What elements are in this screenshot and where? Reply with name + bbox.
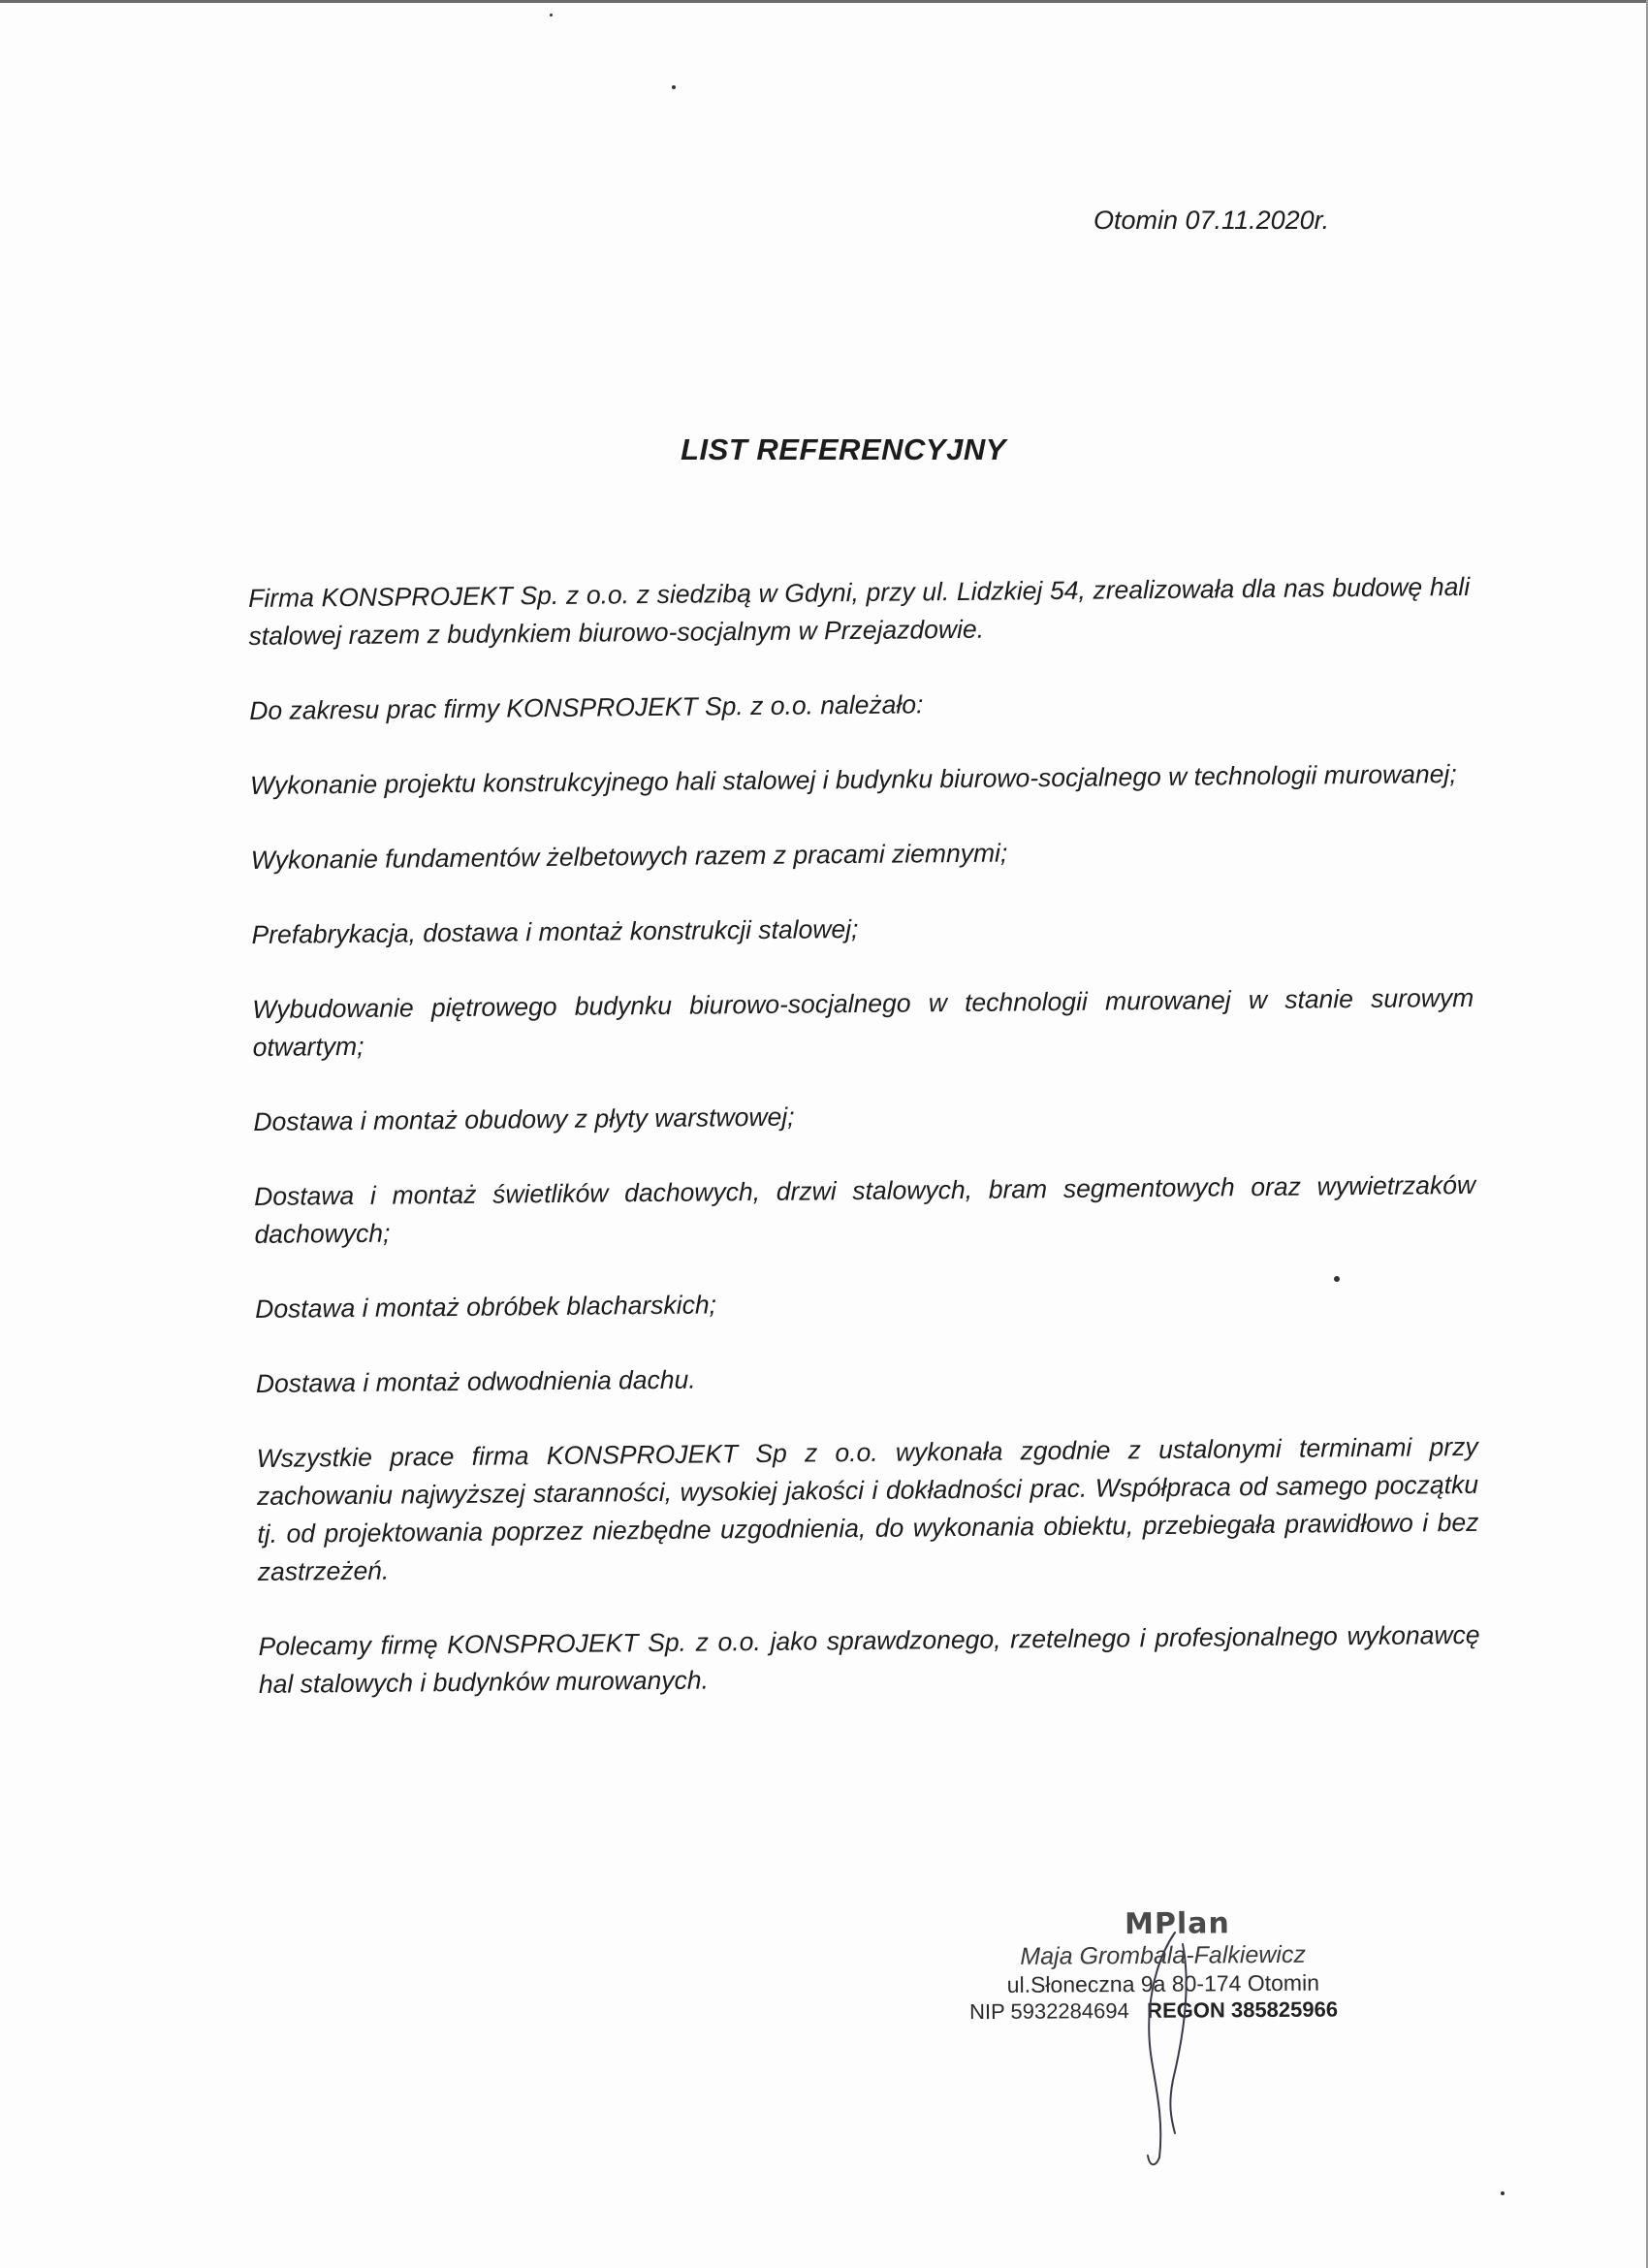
scan-speck — [550, 14, 553, 16]
stamp-nip: NIP 5932284694 — [968, 1998, 1129, 2025]
scan-speck — [1501, 2191, 1505, 2195]
letter-body — [248, 568, 1480, 1741]
stamp-regon: REGON 385825966 — [1147, 1996, 1339, 2023]
paragraph-intro: Firma KONSPROJEKT Sp. z o.o. z siedzibą w Gdyni, przy ul. Lidzkiej 54, zrealizowała dla nas budowę hali stalowej razem z budynkiem biurowo-socjalnym w Przejazdowie. — [248, 571, 1471, 651]
letter-title: LIST REFERENCYJNY — [681, 432, 1006, 466]
stamp-identifiers — [931, 1996, 1338, 2027]
scope-item-cladding: Dostawa i montaż obudowy z płyty warstwowej; — [253, 1102, 795, 1136]
letter-date: Otomin 07.11.2020r. — [1093, 206, 1330, 235]
paragraph-recommendation: Polecamy firmę KONSPROJEKT Sp. z o.o. jako sprawdzonego, rzetelnego i profesjonalnego wykonawcę hal stalowych i budynków murowanych. — [258, 1619, 1480, 1699]
scope-item-skylights-doors: Dostawa i montaż świetlików dachowych, drzwi stalowych, bram segmentowych oraz wywietrzaków dachowych; — [253, 1169, 1476, 1249]
scan-edge-top — [0, 0, 1648, 3]
company-stamp — [930, 1907, 1338, 2104]
stamp-owner-name: Maja Grombala-Falkiewicz — [1020, 1940, 1307, 1970]
scope-item-office-building: Wybudowanie piętrowego budynku biurowo-socjalnego w technologii murowanej w stanie surowym otwartym; — [252, 982, 1474, 1062]
scope-item-foundations: Wykonanie fundamentów żelbetowych razem z pracami ziemnymi; — [250, 838, 1008, 875]
scope-item-design: Wykonanie projektu konstrukcyjnego hali stalowej i budynku biurowo-socjalnego w technologii murowanej; — [249, 759, 1457, 800]
scope-item-steel-structure: Prefabrykacja, dostawa i montaż konstrukcji stalowej; — [251, 913, 859, 949]
paragraph-evaluation: Wszystkie prace firma KONSPROJEKT Sp z o.o. wykonała zgodnie z ustalonymi terminami przy zachowaniu najwyższej staranności, wysokiej jakości i dokładności prac. Współpraca od samego początku tj. od projektowania poprzez niezbędne uzgodnienia, do wykonania obiektu, przebiegała prawidłowo i bez zastrzeżeń. — [256, 1431, 1479, 1586]
scope-item-flashings: Dostawa i montaż obróbek blacharskich; — [255, 1290, 717, 1324]
paragraph-scope-heading: Do zakresu prac firmy KONSPROJEKT Sp. z o.o. należało: — [249, 689, 924, 725]
scan-speck — [1334, 1276, 1340, 1282]
scan-speck — [672, 85, 676, 89]
scope-item-drainage: Dostawa i montaż odwodnienia dachu. — [255, 1364, 696, 1398]
stamp-address: ul.Słoneczna 9a 80-174 Otomin — [1006, 1969, 1320, 1997]
stamp-brand: MPlan — [1124, 1906, 1230, 1942]
